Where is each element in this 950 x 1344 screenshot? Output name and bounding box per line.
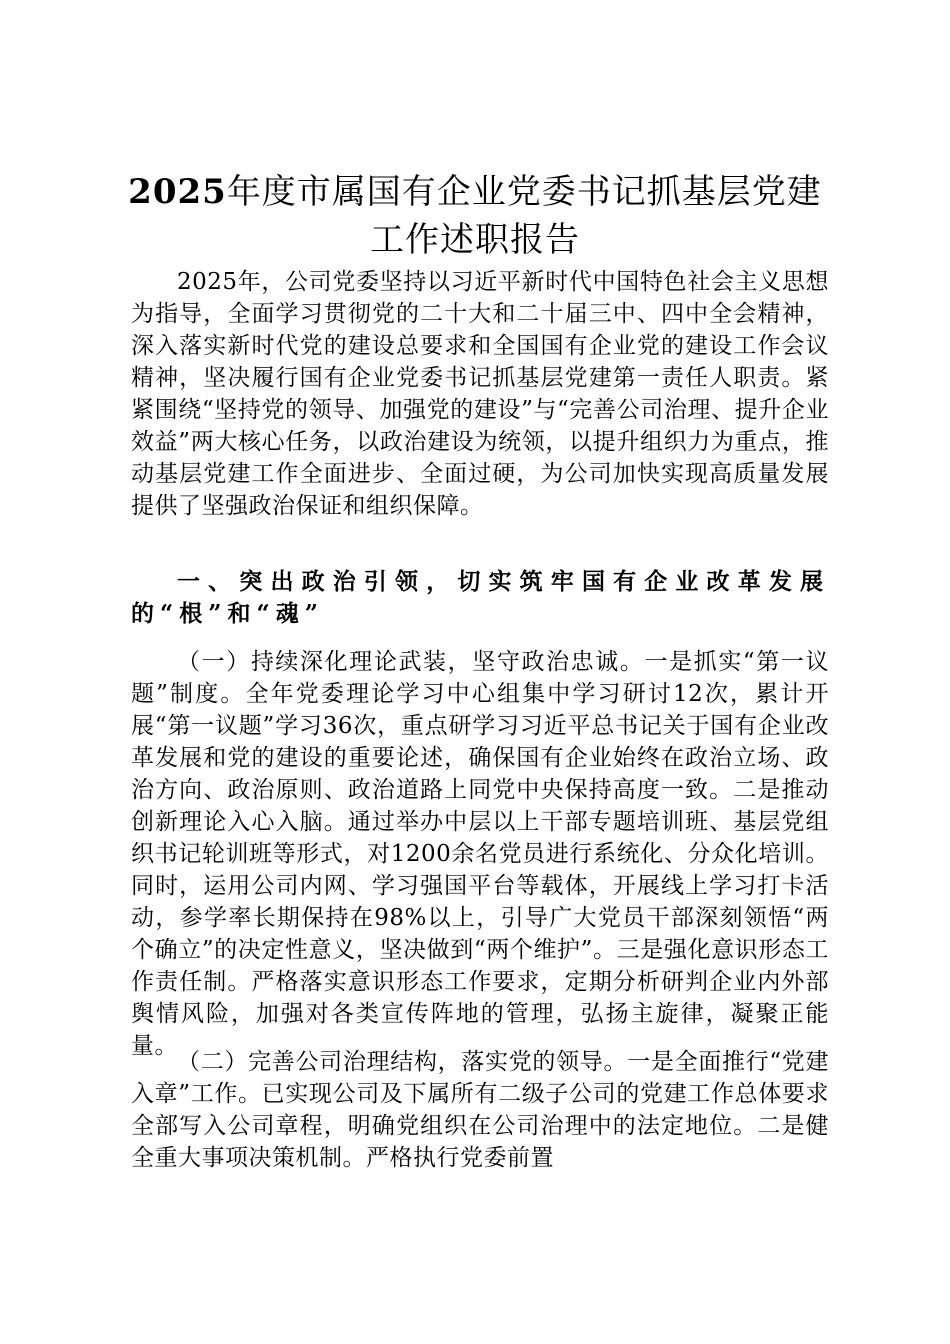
section-heading-1: 一、突出政治引领，切实筑牢国有企业改革发展的“根”和“魂”	[131, 568, 829, 627]
document-title-line2: 工作述职报告	[370, 220, 580, 260]
subsection-paragraph-2: （二）完善公司治理结构，落实党的领导。一是全面推行“党建入章”工作。已实现公司及下属所有二级子公司的党建工作总体要求全部写入公司章程，明确党组织在公司治理中的法定地位。二是健全重大事项决策机制。严格执行党委前置	[131, 1049, 829, 1171]
document-title-line1	[110, 170, 840, 214]
intro-paragraph: 2025年，公司党委坚持以习近平新时代中国特色社会主义思想为指导，全面学习贯彻党的二十大和二十届三中、四中全会精神，深入落实新时代党的建设总要求和全国国有企业党的建设工作会议精神，坚决履行国有企业党委书记抓基层党建第一责任人职责。紧紧围绕“坚持党的领导、加强党的建设”与“完善公司治理、提升企业效益”两大核心任务，以政治建设为统领，以提升组织力为重点，推动基层党建工作全面进步、全面过硬，为公司加快实现高质量发展提供了坚强政治保证和组织保障。	[131, 269, 829, 519]
title-year: 2025	[128, 172, 227, 212]
title-text: 年度市属国有企业党委书记抓基层党建	[226, 172, 822, 212]
subsection-paragraph-1: （一）持续深化理论武装，坚守政治忠诚。一是抓实“第一议题”制度。全年党委理论学习中心组集中学习研讨12次，累计开展“第一议题”学习36次，重点研学习习近平总书记关于国有企业改革发展和党的建设的重要论述，确保国有企业始终在政治立场、政治方向、政治原则、政治道路上同党中央保持高度一致。二是推动创新理论入心入脑。通过举办中层以上干部专题培训班、基层党组织书记轮训班等形式，对1200余名党员进行系统化、分众化培训。同时，运用公司内网、学习强国平台等载体，开展线上学习打卡活动，参学率长期保持在98%以上，引导广大党员干部深刻领悟“两个确立”的决定性意义，坚决做到“两个维护”。三是强化意识形态工作责任制。严格落实意识形态工作要求，定期分析研判企业内外部舆情风险，加强对各类宣传阵地的管理，弘扬主旋律，凝聚正能量。	[131, 649, 829, 1059]
